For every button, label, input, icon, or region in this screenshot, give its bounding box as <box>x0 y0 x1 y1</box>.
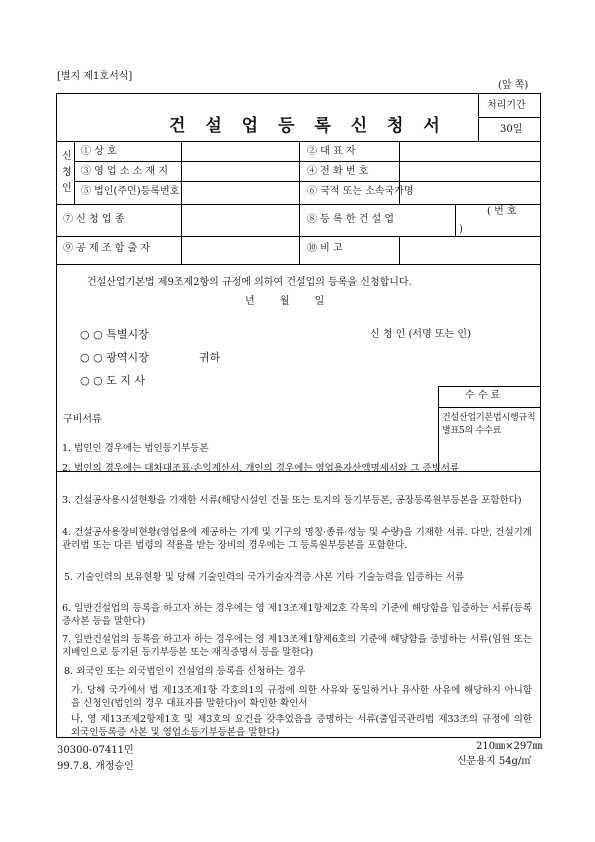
document-item-2: 2. 법인의 경우에는 대차대조표·손익계산서, 개인의 경우에는 영업용자산액명세서와 그 증빙서류 <box>62 463 460 474</box>
document-item-5: 5. 기술인력의 보유현황 및 당해 기술인력의 국가기술자격증 사본 기타 기술능력을 입증하는 서류 <box>64 572 465 583</box>
fee-header: 수 수 료 <box>465 390 501 401</box>
document-item-8: 8. 외국인 또는 외국법인이 건설업의 등록을 신청하는 경우 <box>64 666 306 677</box>
trade-name-label: ① 상 호 <box>81 146 117 157</box>
processing-value: 30일 <box>500 124 523 135</box>
applicant-signature: 신 청 인 (서명 또는 인) <box>370 329 471 340</box>
document-item-8-ga: 가. 당해 국가에서 법 제13조제1항 각호의1의 규정에 의한 사유와 동일하거나 유사한 사유에 해당하지 아니함을 신청인(법인의 경우 대표자를 말한다)이 확인한 확인서 <box>71 685 532 709</box>
processing-label: 처리기간 <box>487 100 526 111</box>
addressee-province: ○ ○ 도 지 사 <box>80 374 146 387</box>
approval-note: 99.7.8. 개정승인 <box>57 761 134 772</box>
honorific: 귀하 <box>199 351 221 364</box>
side-label: (앞 쪽) <box>498 80 529 91</box>
registered-business-close: ) <box>459 224 463 235</box>
remarks-label: ⑩ 비 고 <box>307 243 343 254</box>
document-item-1: 1. 법인인 경우에는 법인등기부등본 <box>62 443 209 454</box>
documents-header: 구비서류 <box>63 414 102 425</box>
phone-label: ④ 전 화 번 호 <box>307 166 369 177</box>
guarantee-label: ⑨ 공 제 조 합 출 자 <box>63 243 151 254</box>
applicant-side-3: 인 <box>62 183 72 194</box>
date-line: 년 월 일 <box>245 296 325 307</box>
document-item-8-na: 나. 영 제13조제2항제1호 및 제3호의 요건을 갖추었음을 증명하는 서류(출입국관리법 제33조의 규정에 의한 외국인등록증 사본 및 영업소등기부등본을 말한다) <box>71 714 532 738</box>
document-item-7: 7. 일반건설업의 등록을 하고자 하는 경우에는 영 제13조제1항제6호의 기준에 해당함을 증빙하는 서류(임원 또는 지배인으로 등기된 등기부등본 또는 재직증명서 등을 말한다) <box>62 634 532 658</box>
paper-size: 210㎜×297㎜ <box>476 741 543 752</box>
document-item-3: 3. 건설공사용시설현황을 기재한 서류(해당시설인 건물 또는 토지의 등기부등본, 공장등록원부등본을 포함한다) <box>62 495 522 506</box>
document-item-4: 4. 건설공사용장비현황(영업용에 제공하는 기계 및 기구의 명칭·종류·성능 및 수량)을 기재한 서류. 다만, 건설기계관리법 또는 다른 법령의 적용을 받는 장비의 경우에는 그 등록원부등본을 포함한다. <box>62 527 532 551</box>
application-form <box>56 93 541 738</box>
nationality-label: ⑥ 국적 또는 소속국가명 <box>307 186 414 197</box>
representative-label: ② 대 표 자 <box>307 146 356 157</box>
registered-business-no: ( 번 호 <box>487 206 517 217</box>
fee-body: 건설산업기본법시행규칙 별표5의 수수료 <box>442 413 536 436</box>
address-label: ③ 영 업 소 소 재 지 <box>81 166 169 177</box>
applicant-side-1: 신 <box>62 151 72 162</box>
addressee-metro-city: ○ ○ 광역시장 <box>80 351 149 364</box>
form-title: 건 설 업 등 록 신 청 서 <box>169 116 447 136</box>
registration-no-label: ⑤ 법인(주민)등록번호 <box>81 186 180 197</box>
business-type-label: ⑦ 신 청 업 종 <box>63 214 125 225</box>
annex-label: [별지 제1호서식] <box>57 71 133 82</box>
addressee-special-city: ○ ○ 특별시장 <box>80 328 149 341</box>
applicant-side-2: 청 <box>62 167 72 178</box>
registered-business-label: ⑧ 등 록 한 건 설 업 <box>307 214 395 225</box>
document-item-6: 6. 일반건설업의 등록을 하고자 하는 경우에는 영 제13조제1항제2호 각목의 기준에 해당함을 입증하는 서류(등록증사본 등을 말한다) <box>62 603 532 627</box>
paper-type: 신문용지 54g/㎡ <box>457 756 532 767</box>
statement-text: 건설산업기본법 제9조제2항의 규정에 의하여 건설업의 등록을 신청합니다. <box>87 277 412 288</box>
form-number: 30300-07411민 <box>57 745 134 756</box>
